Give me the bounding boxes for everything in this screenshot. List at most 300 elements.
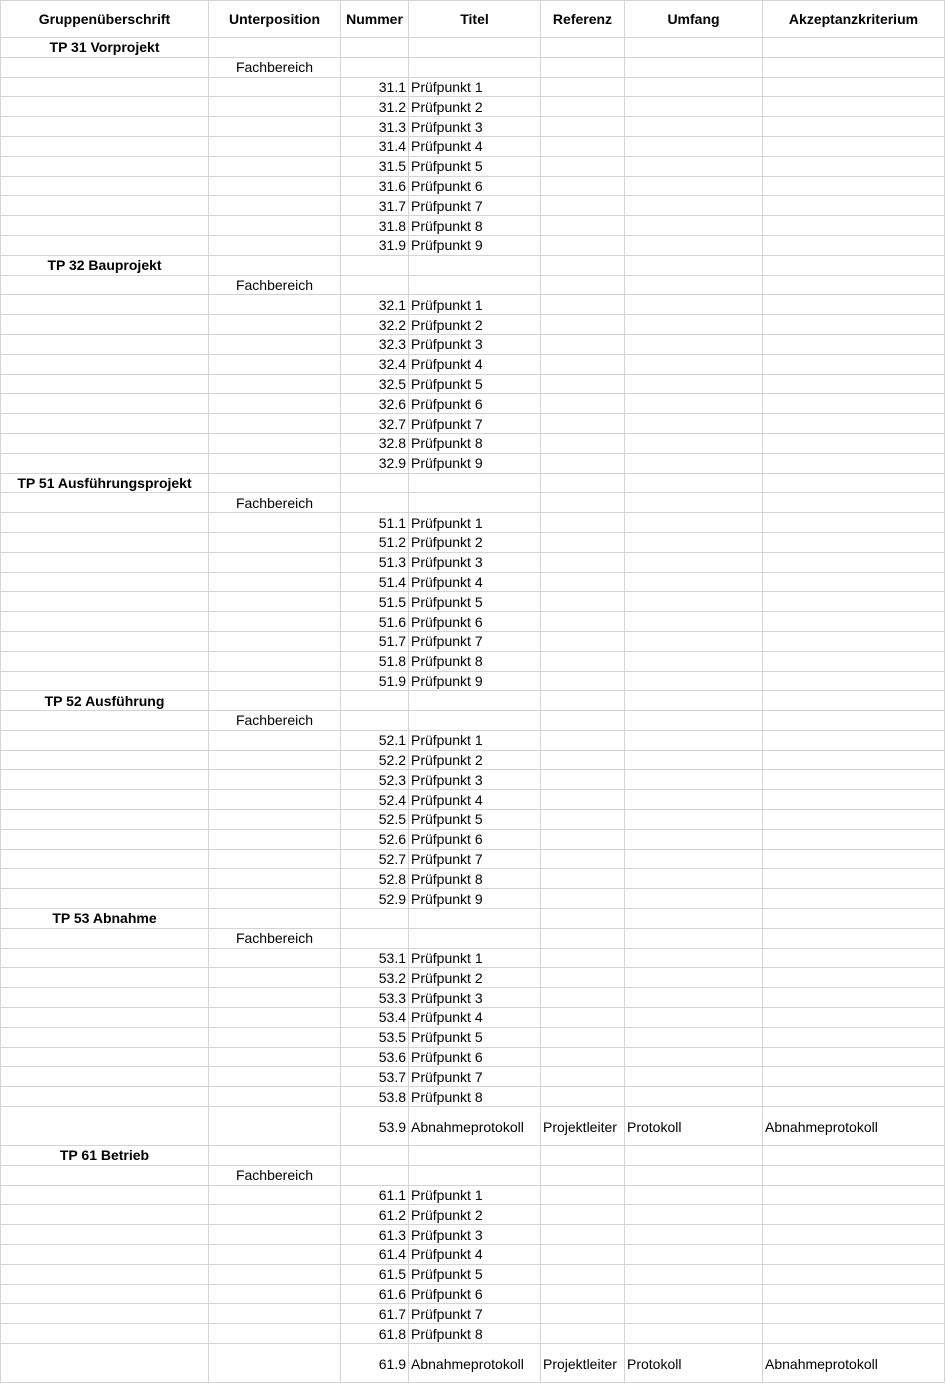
criterion-cell[interactable] xyxy=(763,572,945,592)
empty-cell[interactable] xyxy=(1,1245,209,1265)
header-cell[interactable]: Referenz xyxy=(541,1,625,38)
title-cell[interactable]: Prüfpunkt 1 xyxy=(409,948,541,968)
empty-cell[interactable] xyxy=(209,829,341,849)
number-cell[interactable]: 52.6 xyxy=(341,829,409,849)
empty-cell[interactable] xyxy=(541,57,625,77)
number-cell[interactable]: 53.3 xyxy=(341,988,409,1008)
scope-cell[interactable] xyxy=(625,1185,763,1205)
scope-cell[interactable]: Protokoll xyxy=(625,1344,763,1383)
reference-cell[interactable] xyxy=(541,295,625,315)
criterion-cell[interactable] xyxy=(763,750,945,770)
subposition-cell[interactable]: Fachbereich xyxy=(209,57,341,77)
empty-cell[interactable] xyxy=(209,216,341,236)
number-cell[interactable]: 53.2 xyxy=(341,968,409,988)
criterion-cell[interactable] xyxy=(763,1067,945,1087)
empty-cell[interactable] xyxy=(209,849,341,869)
empty-cell[interactable] xyxy=(209,1008,341,1028)
empty-cell[interactable] xyxy=(341,711,409,731)
subposition-cell[interactable]: Fachbereich xyxy=(209,1165,341,1185)
reference-cell[interactable] xyxy=(541,948,625,968)
empty-cell[interactable] xyxy=(541,1165,625,1185)
criterion-cell[interactable] xyxy=(763,1225,945,1245)
title-cell[interactable]: Prüfpunkt 9 xyxy=(409,889,541,909)
criterion-cell[interactable] xyxy=(763,1185,945,1205)
empty-cell[interactable] xyxy=(209,968,341,988)
header-cell[interactable]: Nummer xyxy=(341,1,409,38)
scope-cell[interactable] xyxy=(625,354,763,374)
empty-cell[interactable] xyxy=(625,275,763,295)
number-cell[interactable]: 31.1 xyxy=(341,77,409,97)
empty-cell[interactable] xyxy=(1,1324,209,1344)
scope-cell[interactable] xyxy=(625,374,763,394)
reference-cell[interactable] xyxy=(541,829,625,849)
scope-cell[interactable] xyxy=(625,433,763,453)
criterion-cell[interactable] xyxy=(763,1008,945,1028)
number-cell[interactable]: 32.2 xyxy=(341,315,409,335)
reference-cell[interactable] xyxy=(541,414,625,434)
reference-cell[interactable] xyxy=(541,196,625,216)
reference-cell[interactable] xyxy=(541,136,625,156)
reference-cell[interactable] xyxy=(541,730,625,750)
reference-cell[interactable] xyxy=(541,1185,625,1205)
empty-cell[interactable] xyxy=(1,592,209,612)
empty-cell[interactable] xyxy=(341,275,409,295)
title-cell[interactable]: Prüfpunkt 1 xyxy=(409,1185,541,1205)
number-cell[interactable]: 53.8 xyxy=(341,1087,409,1107)
empty-cell[interactable] xyxy=(341,1146,409,1166)
title-cell[interactable]: Prüfpunkt 5 xyxy=(409,156,541,176)
reference-cell[interactable] xyxy=(541,552,625,572)
number-cell[interactable]: 32.3 xyxy=(341,334,409,354)
reference-cell[interactable] xyxy=(541,651,625,671)
empty-cell[interactable] xyxy=(209,176,341,196)
empty-cell[interactable] xyxy=(209,1185,341,1205)
number-cell[interactable]: 61.9 xyxy=(341,1344,409,1383)
scope-cell[interactable] xyxy=(625,295,763,315)
title-cell[interactable]: Prüfpunkt 4 xyxy=(409,572,541,592)
empty-cell[interactable] xyxy=(209,513,341,533)
reference-cell[interactable] xyxy=(541,354,625,374)
empty-cell[interactable] xyxy=(1,216,209,236)
empty-cell[interactable] xyxy=(625,255,763,275)
title-cell[interactable]: Prüfpunkt 7 xyxy=(409,849,541,869)
number-cell[interactable]: 52.2 xyxy=(341,750,409,770)
reference-cell[interactable] xyxy=(541,1087,625,1107)
title-cell[interactable]: Abnahmeprotokoll xyxy=(409,1107,541,1146)
empty-cell[interactable] xyxy=(409,57,541,77)
empty-cell[interactable] xyxy=(1,1008,209,1028)
number-cell[interactable]: 32.8 xyxy=(341,433,409,453)
number-cell[interactable]: 61.6 xyxy=(341,1284,409,1304)
reference-cell[interactable] xyxy=(541,1047,625,1067)
title-cell[interactable]: Prüfpunkt 3 xyxy=(409,334,541,354)
reference-cell[interactable] xyxy=(541,1264,625,1284)
title-cell[interactable]: Prüfpunkt 3 xyxy=(409,552,541,572)
reference-cell[interactable]: Projektleiter xyxy=(541,1344,625,1383)
number-cell[interactable]: 51.2 xyxy=(341,532,409,552)
empty-cell[interactable] xyxy=(209,295,341,315)
empty-cell[interactable] xyxy=(763,255,945,275)
number-cell[interactable]: 52.8 xyxy=(341,869,409,889)
criterion-cell[interactable] xyxy=(763,869,945,889)
reference-cell[interactable] xyxy=(541,790,625,810)
empty-cell[interactable] xyxy=(763,928,945,948)
title-cell[interactable]: Prüfpunkt 9 xyxy=(409,671,541,691)
reference-cell[interactable] xyxy=(541,156,625,176)
title-cell[interactable]: Prüfpunkt 7 xyxy=(409,1304,541,1324)
scope-cell[interactable] xyxy=(625,176,763,196)
number-cell[interactable]: 52.3 xyxy=(341,770,409,790)
title-cell[interactable]: Prüfpunkt 8 xyxy=(409,433,541,453)
group-title-cell[interactable]: TP 52 Ausführung xyxy=(1,691,209,711)
subposition-cell[interactable]: Fachbereich xyxy=(209,493,341,513)
scope-cell[interactable] xyxy=(625,572,763,592)
empty-cell[interactable] xyxy=(625,928,763,948)
scope-cell[interactable] xyxy=(625,612,763,632)
empty-cell[interactable] xyxy=(1,829,209,849)
criterion-cell[interactable] xyxy=(763,1284,945,1304)
scope-cell[interactable] xyxy=(625,1284,763,1304)
header-cell[interactable]: Umfang xyxy=(625,1,763,38)
number-cell[interactable]: 61.5 xyxy=(341,1264,409,1284)
reference-cell[interactable] xyxy=(541,750,625,770)
empty-cell[interactable] xyxy=(409,473,541,493)
empty-cell[interactable] xyxy=(625,909,763,929)
scope-cell[interactable] xyxy=(625,117,763,137)
empty-cell[interactable] xyxy=(1,275,209,295)
scope-cell[interactable] xyxy=(625,196,763,216)
reference-cell[interactable] xyxy=(541,1304,625,1324)
reference-cell[interactable] xyxy=(541,394,625,414)
title-cell[interactable]: Prüfpunkt 3 xyxy=(409,1225,541,1245)
scope-cell[interactable] xyxy=(625,235,763,255)
empty-cell[interactable] xyxy=(209,394,341,414)
criterion-cell[interactable] xyxy=(763,651,945,671)
reference-cell[interactable] xyxy=(541,1324,625,1344)
empty-cell[interactable] xyxy=(341,1165,409,1185)
scope-cell[interactable] xyxy=(625,1324,763,1344)
empty-cell[interactable] xyxy=(763,493,945,513)
empty-cell[interactable] xyxy=(209,334,341,354)
empty-cell[interactable] xyxy=(209,156,341,176)
empty-cell[interactable] xyxy=(341,493,409,513)
title-cell[interactable]: Prüfpunkt 6 xyxy=(409,612,541,632)
number-cell[interactable]: 51.6 xyxy=(341,612,409,632)
title-cell[interactable]: Prüfpunkt 1 xyxy=(409,77,541,97)
empty-cell[interactable] xyxy=(209,1205,341,1225)
title-cell[interactable]: Prüfpunkt 5 xyxy=(409,1264,541,1284)
reference-cell[interactable] xyxy=(541,1027,625,1047)
criterion-cell[interactable] xyxy=(763,988,945,1008)
reference-cell[interactable] xyxy=(541,513,625,533)
empty-cell[interactable] xyxy=(1,374,209,394)
empty-cell[interactable] xyxy=(209,196,341,216)
reference-cell[interactable] xyxy=(541,770,625,790)
empty-cell[interactable] xyxy=(625,38,763,58)
criterion-cell[interactable] xyxy=(763,1087,945,1107)
scope-cell[interactable] xyxy=(625,849,763,869)
title-cell[interactable]: Prüfpunkt 6 xyxy=(409,394,541,414)
empty-cell[interactable] xyxy=(1,77,209,97)
reference-cell[interactable] xyxy=(541,97,625,117)
criterion-cell[interactable] xyxy=(763,513,945,533)
empty-cell[interactable] xyxy=(209,1047,341,1067)
title-cell[interactable]: Prüfpunkt 3 xyxy=(409,770,541,790)
empty-cell[interactable] xyxy=(209,136,341,156)
criterion-cell[interactable] xyxy=(763,1047,945,1067)
criterion-cell[interactable]: Abnahmeprotokoll xyxy=(763,1107,945,1146)
scope-cell[interactable]: Protokoll xyxy=(625,1107,763,1146)
number-cell[interactable]: 52.5 xyxy=(341,810,409,830)
scope-cell[interactable] xyxy=(625,532,763,552)
criterion-cell[interactable] xyxy=(763,612,945,632)
group-title-cell[interactable]: TP 31 Vorprojekt xyxy=(1,38,209,58)
criterion-cell[interactable] xyxy=(763,414,945,434)
criterion-cell[interactable] xyxy=(763,97,945,117)
scope-cell[interactable] xyxy=(625,1047,763,1067)
empty-cell[interactable] xyxy=(409,255,541,275)
empty-cell[interactable] xyxy=(541,473,625,493)
empty-cell[interactable] xyxy=(541,711,625,731)
empty-cell[interactable] xyxy=(209,691,341,711)
reference-cell[interactable] xyxy=(541,1008,625,1028)
empty-cell[interactable] xyxy=(1,176,209,196)
empty-cell[interactable] xyxy=(341,255,409,275)
criterion-cell[interactable] xyxy=(763,1027,945,1047)
reference-cell[interactable] xyxy=(541,1245,625,1265)
header-cell[interactable]: Unterposition xyxy=(209,1,341,38)
empty-cell[interactable] xyxy=(209,1107,341,1146)
empty-cell[interactable] xyxy=(209,532,341,552)
empty-cell[interactable] xyxy=(1,1344,209,1383)
empty-cell[interactable] xyxy=(1,1304,209,1324)
empty-cell[interactable] xyxy=(763,57,945,77)
empty-cell[interactable] xyxy=(625,691,763,711)
title-cell[interactable]: Prüfpunkt 2 xyxy=(409,750,541,770)
empty-cell[interactable] xyxy=(209,770,341,790)
empty-cell[interactable] xyxy=(763,909,945,929)
empty-cell[interactable] xyxy=(209,790,341,810)
criterion-cell[interactable] xyxy=(763,196,945,216)
empty-cell[interactable] xyxy=(625,1146,763,1166)
scope-cell[interactable] xyxy=(625,394,763,414)
empty-cell[interactable] xyxy=(1,354,209,374)
empty-cell[interactable] xyxy=(763,1146,945,1166)
empty-cell[interactable] xyxy=(1,493,209,513)
reference-cell[interactable] xyxy=(541,631,625,651)
empty-cell[interactable] xyxy=(209,612,341,632)
empty-cell[interactable] xyxy=(209,97,341,117)
number-cell[interactable]: 52.1 xyxy=(341,730,409,750)
number-cell[interactable]: 61.4 xyxy=(341,1245,409,1265)
empty-cell[interactable] xyxy=(409,909,541,929)
empty-cell[interactable] xyxy=(1,849,209,869)
number-cell[interactable]: 31.9 xyxy=(341,235,409,255)
reference-cell[interactable] xyxy=(541,315,625,335)
reference-cell[interactable] xyxy=(541,532,625,552)
empty-cell[interactable] xyxy=(209,235,341,255)
number-cell[interactable]: 32.7 xyxy=(341,414,409,434)
title-cell[interactable]: Prüfpunkt 8 xyxy=(409,1324,541,1344)
number-cell[interactable]: 31.8 xyxy=(341,216,409,236)
number-cell[interactable]: 32.6 xyxy=(341,394,409,414)
title-cell[interactable]: Prüfpunkt 5 xyxy=(409,1027,541,1047)
empty-cell[interactable] xyxy=(209,38,341,58)
title-cell[interactable]: Prüfpunkt 3 xyxy=(409,988,541,1008)
empty-cell[interactable] xyxy=(409,1165,541,1185)
number-cell[interactable]: 51.3 xyxy=(341,552,409,572)
empty-cell[interactable] xyxy=(1,889,209,909)
reference-cell[interactable] xyxy=(541,849,625,869)
empty-cell[interactable] xyxy=(209,651,341,671)
empty-cell[interactable] xyxy=(409,275,541,295)
number-cell[interactable]: 51.4 xyxy=(341,572,409,592)
empty-cell[interactable] xyxy=(209,1304,341,1324)
empty-cell[interactable] xyxy=(1,334,209,354)
reference-cell[interactable] xyxy=(541,869,625,889)
scope-cell[interactable] xyxy=(625,1008,763,1028)
empty-cell[interactable] xyxy=(1,711,209,731)
criterion-cell[interactable] xyxy=(763,829,945,849)
empty-cell[interactable] xyxy=(209,1087,341,1107)
empty-cell[interactable] xyxy=(209,414,341,434)
scope-cell[interactable] xyxy=(625,1245,763,1265)
empty-cell[interactable] xyxy=(209,671,341,691)
empty-cell[interactable] xyxy=(209,77,341,97)
empty-cell[interactable] xyxy=(1,948,209,968)
reference-cell[interactable] xyxy=(541,374,625,394)
criterion-cell[interactable] xyxy=(763,671,945,691)
reference-cell[interactable] xyxy=(541,968,625,988)
empty-cell[interactable] xyxy=(1,196,209,216)
empty-cell[interactable] xyxy=(209,354,341,374)
empty-cell[interactable] xyxy=(1,315,209,335)
number-cell[interactable]: 61.8 xyxy=(341,1324,409,1344)
empty-cell[interactable] xyxy=(209,473,341,493)
empty-cell[interactable] xyxy=(209,988,341,1008)
title-cell[interactable]: Prüfpunkt 8 xyxy=(409,651,541,671)
empty-cell[interactable] xyxy=(763,275,945,295)
empty-cell[interactable] xyxy=(1,394,209,414)
number-cell[interactable]: 61.7 xyxy=(341,1304,409,1324)
empty-cell[interactable] xyxy=(1,1165,209,1185)
empty-cell[interactable] xyxy=(209,1264,341,1284)
number-cell[interactable]: 52.9 xyxy=(341,889,409,909)
number-cell[interactable]: 61.2 xyxy=(341,1205,409,1225)
scope-cell[interactable] xyxy=(625,631,763,651)
empty-cell[interactable] xyxy=(209,889,341,909)
number-cell[interactable]: 31.3 xyxy=(341,117,409,137)
criterion-cell[interactable] xyxy=(763,1205,945,1225)
empty-cell[interactable] xyxy=(1,433,209,453)
empty-cell[interactable] xyxy=(209,1324,341,1344)
empty-cell[interactable] xyxy=(1,671,209,691)
title-cell[interactable]: Prüfpunkt 2 xyxy=(409,968,541,988)
empty-cell[interactable] xyxy=(1,1284,209,1304)
empty-cell[interactable] xyxy=(1,1067,209,1087)
empty-cell[interactable] xyxy=(209,572,341,592)
empty-cell[interactable] xyxy=(541,38,625,58)
reference-cell[interactable] xyxy=(541,889,625,909)
criterion-cell[interactable] xyxy=(763,315,945,335)
empty-cell[interactable] xyxy=(209,552,341,572)
empty-cell[interactable] xyxy=(409,928,541,948)
criterion-cell[interactable] xyxy=(763,374,945,394)
criterion-cell[interactable] xyxy=(763,532,945,552)
empty-cell[interactable] xyxy=(1,651,209,671)
empty-cell[interactable] xyxy=(1,1225,209,1245)
scope-cell[interactable] xyxy=(625,671,763,691)
criterion-cell[interactable] xyxy=(763,631,945,651)
title-cell[interactable]: Prüfpunkt 4 xyxy=(409,1245,541,1265)
scope-cell[interactable] xyxy=(625,889,763,909)
reference-cell[interactable] xyxy=(541,235,625,255)
empty-cell[interactable] xyxy=(209,1344,341,1383)
empty-cell[interactable] xyxy=(1,1185,209,1205)
empty-cell[interactable] xyxy=(1,572,209,592)
reference-cell[interactable] xyxy=(541,1205,625,1225)
reference-cell[interactable] xyxy=(541,453,625,473)
reference-cell[interactable] xyxy=(541,117,625,137)
empty-cell[interactable] xyxy=(209,750,341,770)
empty-cell[interactable] xyxy=(1,1264,209,1284)
reference-cell[interactable] xyxy=(541,810,625,830)
scope-cell[interactable] xyxy=(625,592,763,612)
criterion-cell[interactable] xyxy=(763,453,945,473)
empty-cell[interactable] xyxy=(209,810,341,830)
empty-cell[interactable] xyxy=(763,1165,945,1185)
empty-cell[interactable] xyxy=(209,433,341,453)
criterion-cell[interactable] xyxy=(763,354,945,374)
criterion-cell[interactable] xyxy=(763,1304,945,1324)
title-cell[interactable]: Prüfpunkt 7 xyxy=(409,1067,541,1087)
title-cell[interactable]: Prüfpunkt 4 xyxy=(409,1008,541,1028)
reference-cell[interactable] xyxy=(541,988,625,1008)
empty-cell[interactable] xyxy=(341,928,409,948)
empty-cell[interactable] xyxy=(625,711,763,731)
scope-cell[interactable] xyxy=(625,77,763,97)
empty-cell[interactable] xyxy=(1,1205,209,1225)
title-cell[interactable]: Prüfpunkt 1 xyxy=(409,513,541,533)
subposition-cell[interactable]: Fachbereich xyxy=(209,275,341,295)
header-cell[interactable]: Gruppenüberschrift xyxy=(1,1,209,38)
empty-cell[interactable] xyxy=(1,1047,209,1067)
empty-cell[interactable] xyxy=(1,770,209,790)
empty-cell[interactable] xyxy=(1,1107,209,1146)
empty-cell[interactable] xyxy=(1,532,209,552)
empty-cell[interactable] xyxy=(1,156,209,176)
reference-cell[interactable] xyxy=(541,176,625,196)
reference-cell[interactable] xyxy=(541,216,625,236)
number-cell[interactable]: 53.1 xyxy=(341,948,409,968)
reference-cell[interactable] xyxy=(541,1284,625,1304)
reference-cell[interactable] xyxy=(541,1067,625,1087)
title-cell[interactable]: Prüfpunkt 2 xyxy=(409,315,541,335)
title-cell[interactable]: Prüfpunkt 5 xyxy=(409,374,541,394)
empty-cell[interactable] xyxy=(625,493,763,513)
scope-cell[interactable] xyxy=(625,1304,763,1324)
empty-cell[interactable] xyxy=(1,513,209,533)
number-cell[interactable]: 61.3 xyxy=(341,1225,409,1245)
empty-cell[interactable] xyxy=(1,136,209,156)
empty-cell[interactable] xyxy=(541,909,625,929)
title-cell[interactable]: Prüfpunkt 4 xyxy=(409,790,541,810)
criterion-cell[interactable] xyxy=(763,730,945,750)
criterion-cell[interactable] xyxy=(763,156,945,176)
empty-cell[interactable] xyxy=(1,552,209,572)
scope-cell[interactable] xyxy=(625,829,763,849)
title-cell[interactable]: Prüfpunkt 7 xyxy=(409,414,541,434)
